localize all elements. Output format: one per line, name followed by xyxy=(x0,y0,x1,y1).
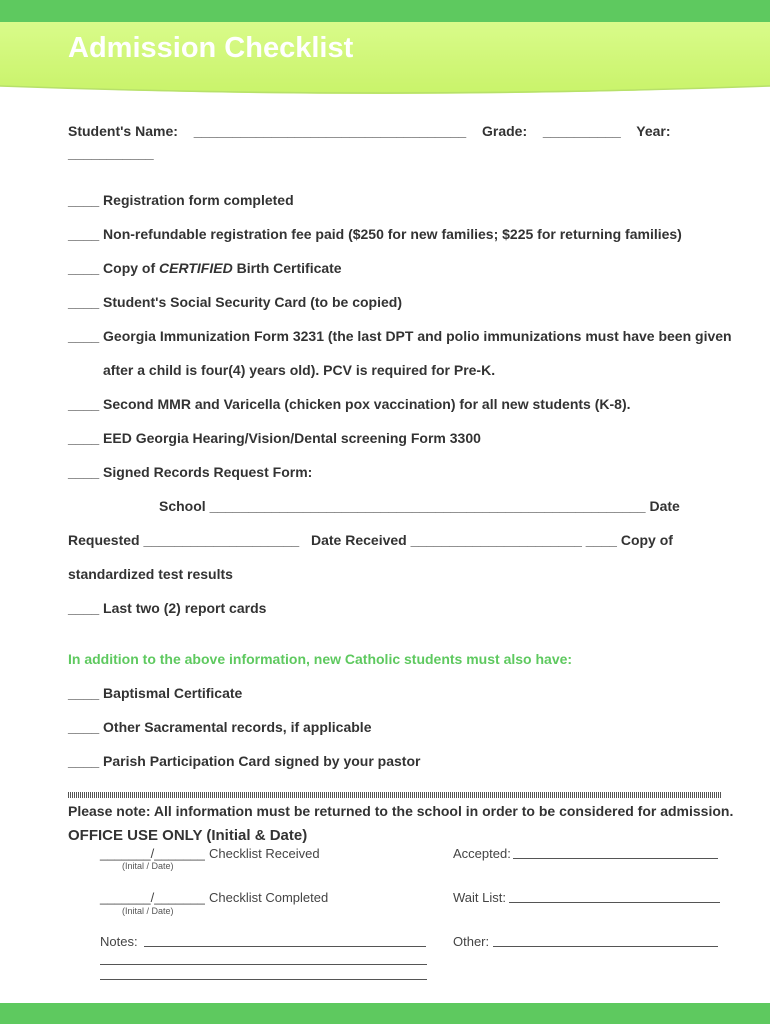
check-blank[interactable]: ____ xyxy=(68,719,100,735)
checklist-completed-label: Checklist Completed xyxy=(209,890,329,905)
other-label: Other: xyxy=(453,934,490,949)
notes-field[interactable] xyxy=(144,946,426,947)
checklist-item-text: Signed Records Request Form: xyxy=(103,464,313,480)
school-label: School xyxy=(159,498,206,514)
checklist-item-text: Second MMR and Varicella (chicken pox vaccination) for all new students (K-8). xyxy=(103,396,631,412)
standardized-text: standardized test results xyxy=(68,566,233,582)
copy-blank[interactable]: ____ xyxy=(585,532,617,548)
wait-list-label: Wait List: xyxy=(453,890,506,905)
checklist-item xyxy=(68,719,371,735)
student-name-field[interactable]: ___________________________________ xyxy=(193,123,467,139)
checklist-item-text: Non-refundable registration fee paid ($250 for new families; $225 for returning families) xyxy=(103,226,682,242)
requested-label: Requested xyxy=(68,532,140,548)
initial-date-hint: (Inital / Date) xyxy=(122,906,174,916)
checklist-item xyxy=(68,430,481,446)
checklist-item-text: EED Georgia Hearing/Vision/Dental screening Form 3300 xyxy=(103,430,481,446)
bottom-color-band xyxy=(0,1003,770,1024)
check-blank[interactable]: ____ xyxy=(68,294,100,310)
check-blank[interactable]: ____ xyxy=(68,192,100,208)
checklist-item xyxy=(68,464,312,480)
checklist-item-text: Birth Certificate xyxy=(232,260,342,276)
year-field[interactable]: ___________ xyxy=(68,145,154,161)
notes-line[interactable] xyxy=(100,964,427,965)
check-blank[interactable]: ____ xyxy=(68,600,100,616)
check-blank[interactable]: ____ xyxy=(68,396,100,412)
date-received-field[interactable]: ______________________ xyxy=(410,532,582,548)
checklist-item xyxy=(68,685,242,701)
checklist-item-text: Georgia Immunization Form 3231 (the last DPT and polio immunizations must have been given xyxy=(103,328,732,344)
catholic-heading: In addition to the above information, new Catholic students must also have: xyxy=(68,651,573,667)
requested-field[interactable]: ____________________ xyxy=(143,532,300,548)
checklist-item-text: Copy of xyxy=(103,260,160,276)
initial-date-hint: (Inital / Date) xyxy=(122,861,174,871)
page-title: Admission Checklist xyxy=(68,32,354,64)
check-blank[interactable]: ____ xyxy=(68,226,100,242)
certified-emphasis: CERTIFIED xyxy=(159,260,233,276)
checklist-item xyxy=(68,260,342,276)
grade-field[interactable]: __________ xyxy=(542,123,621,139)
checklist-item xyxy=(68,753,420,769)
header-curve xyxy=(0,78,770,102)
copy-of-label: Copy of xyxy=(620,532,673,548)
checklist-received-label: Checklist Received xyxy=(209,846,320,861)
admission-note: Please note: All information must be returned to the school in order to be considered for admission. xyxy=(68,803,734,819)
school-field[interactable]: ________________________________________________________ xyxy=(209,498,646,514)
check-blank[interactable]: ____ xyxy=(68,464,100,480)
checklist-item-text: Last two (2) report cards xyxy=(103,600,267,616)
wait-list-field[interactable] xyxy=(509,902,720,903)
notes-label: Notes: xyxy=(100,934,138,949)
checklist-item-text: Student's Social Security Card (to be copied) xyxy=(103,294,402,310)
requested-line xyxy=(68,532,673,548)
check-blank[interactable]: ____ xyxy=(68,328,100,344)
office-use-title: OFFICE USE ONLY (Initial & Date) xyxy=(68,827,308,844)
received-initial-field[interactable]: _______/_______ xyxy=(100,846,205,861)
check-blank[interactable]: ____ xyxy=(68,753,100,769)
school-line xyxy=(159,498,680,514)
other-field[interactable] xyxy=(493,946,718,947)
top-color-band xyxy=(0,0,770,22)
checklist-item xyxy=(68,600,266,616)
year-label: Year: xyxy=(636,123,671,139)
check-blank[interactable]: ____ xyxy=(68,260,100,276)
checklist-item-text: Registration form completed xyxy=(103,192,294,208)
grade-label: Grade: xyxy=(481,123,528,139)
section-divider xyxy=(68,792,722,798)
checklist-item xyxy=(68,192,294,208)
check-blank[interactable]: ____ xyxy=(68,430,100,446)
student-info-line xyxy=(68,123,671,139)
checklist-item-text: Baptismal Certificate xyxy=(103,685,243,701)
checklist-item xyxy=(68,396,631,412)
completed-initial-field[interactable]: _______/_______ xyxy=(100,890,205,905)
checklist-item-text: Other Sacramental records, if applicable xyxy=(103,719,372,735)
checklist-item-continuation: after a child is four(4) years old). PCV is required for Pre-K. xyxy=(103,362,496,378)
check-blank[interactable]: ____ xyxy=(68,685,100,701)
checklist-item xyxy=(68,294,402,310)
date-received-label: Date Received xyxy=(310,532,407,548)
accepted-label: Accepted: xyxy=(453,846,511,861)
student-name-label: Student's Name: xyxy=(68,123,178,139)
checklist-item xyxy=(68,328,732,344)
checklist-item xyxy=(68,226,682,242)
date-label: Date xyxy=(649,498,680,514)
notes-line[interactable] xyxy=(100,979,427,980)
checklist-item-text: Parish Participation Card signed by your pastor xyxy=(103,753,421,769)
accepted-field[interactable] xyxy=(513,858,718,859)
